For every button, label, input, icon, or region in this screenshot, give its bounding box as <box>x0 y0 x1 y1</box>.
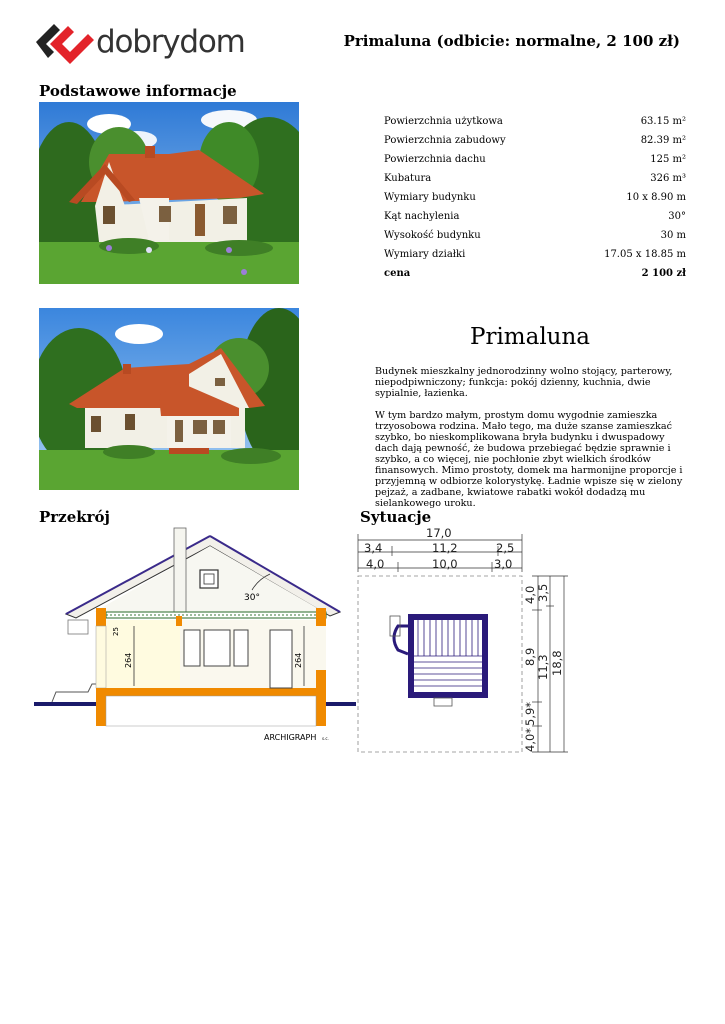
info-row: Powierzchnia zabudowy 82.39 m² <box>384 135 686 146</box>
price-row: cena 2 100 zł <box>384 268 686 279</box>
house-photo-back <box>39 308 299 490</box>
dim-top-3: 2,5 <box>496 541 515 555</box>
site-plan-heading: Sytuacje <box>360 508 432 526</box>
description <box>375 366 687 520</box>
info-row: Wymiary budynku 10 x 8.90 m <box>384 192 686 203</box>
info-row: Kąt nachylenia 30° <box>384 211 686 222</box>
roof-angle-label: 30° <box>244 593 260 603</box>
dim-top-6: 3,0 <box>494 557 513 571</box>
info-row: Powierzchnia dachu 125 m² <box>384 154 686 165</box>
description-paragraph: W tym bardzo małym, prostym domu wygodnie zamieszka trzyosobowa rodzina. Mało tego, ma duże szanse zamieszkać szybko, bo nieskomplikowana bryła budynku i dwuspadowy dach dają pewność, że budowa przebiegać będzie sprawnie i szybko, a co więcej, nie pochłonie zbyt wielkich środków finansowych. Mimo prostoty, domek ma harmonijne proporcje i przyjemną w odbiorze kolorystykę. Ładnie wpisze się w zielony pejzaż, a zadbane, kwiatowe rabatki wokół dodadzą mu sielankowego uroku. <box>375 410 683 509</box>
info-row: Kubatura 326 m³ <box>384 173 686 184</box>
info-table <box>384 112 686 283</box>
dim-top-5: 10,0 <box>432 557 458 571</box>
dim-top-4: 4,0 <box>366 557 385 571</box>
dim-right-1: 4,0 <box>523 585 537 604</box>
dim-right-6: 11,3 <box>536 654 550 680</box>
page-title: Primaluna (odbicie: normalne, 2 100 zł) <box>343 32 680 50</box>
info-row: Wysokość budynku 30 m <box>384 230 686 241</box>
height-left-label: 264 <box>124 652 133 668</box>
dim-right-5: 3,5 <box>536 583 550 602</box>
info-row: Powierzchnia użytkowa 63.15 m² <box>384 116 686 127</box>
site-plan-drawing <box>352 526 584 756</box>
house-photo-front <box>39 102 299 284</box>
basic-info-heading: Podstawowe informacje <box>39 82 237 100</box>
watermark-suffix: s.c. <box>322 736 329 741</box>
thickness-label: 25 <box>112 627 120 636</box>
dim-right-total: 18,8 <box>550 650 564 676</box>
cross-section-drawing <box>34 526 356 744</box>
info-row: Wymiary działki 17.05 x 18.85 m <box>384 249 686 260</box>
dim-right-4: 4,0* <box>523 727 537 752</box>
description-paragraph: Budynek mieszkalny jednorodzinny wolno stojący, parterowy, niepodpiwniczony; funkcja: pokój dzienny, kuchnia, dwie sypialnie, łazienka. <box>375 366 673 399</box>
watermark: ARCHIGRAPH <box>264 733 317 742</box>
dim-top-2: 11,2 <box>432 541 458 555</box>
logo-text: dobrydom <box>96 24 245 60</box>
cross-section-heading: Przekrój <box>39 508 110 526</box>
project-name: Primaluna <box>469 324 591 350</box>
dim-right-3: 5,9* <box>523 701 537 726</box>
height-right-label: 264 <box>294 652 303 668</box>
dim-top-1: 3,4 <box>364 541 383 555</box>
dim-right-2: 8,9 <box>523 647 537 666</box>
dim-top-total: 17,0 <box>426 526 452 540</box>
